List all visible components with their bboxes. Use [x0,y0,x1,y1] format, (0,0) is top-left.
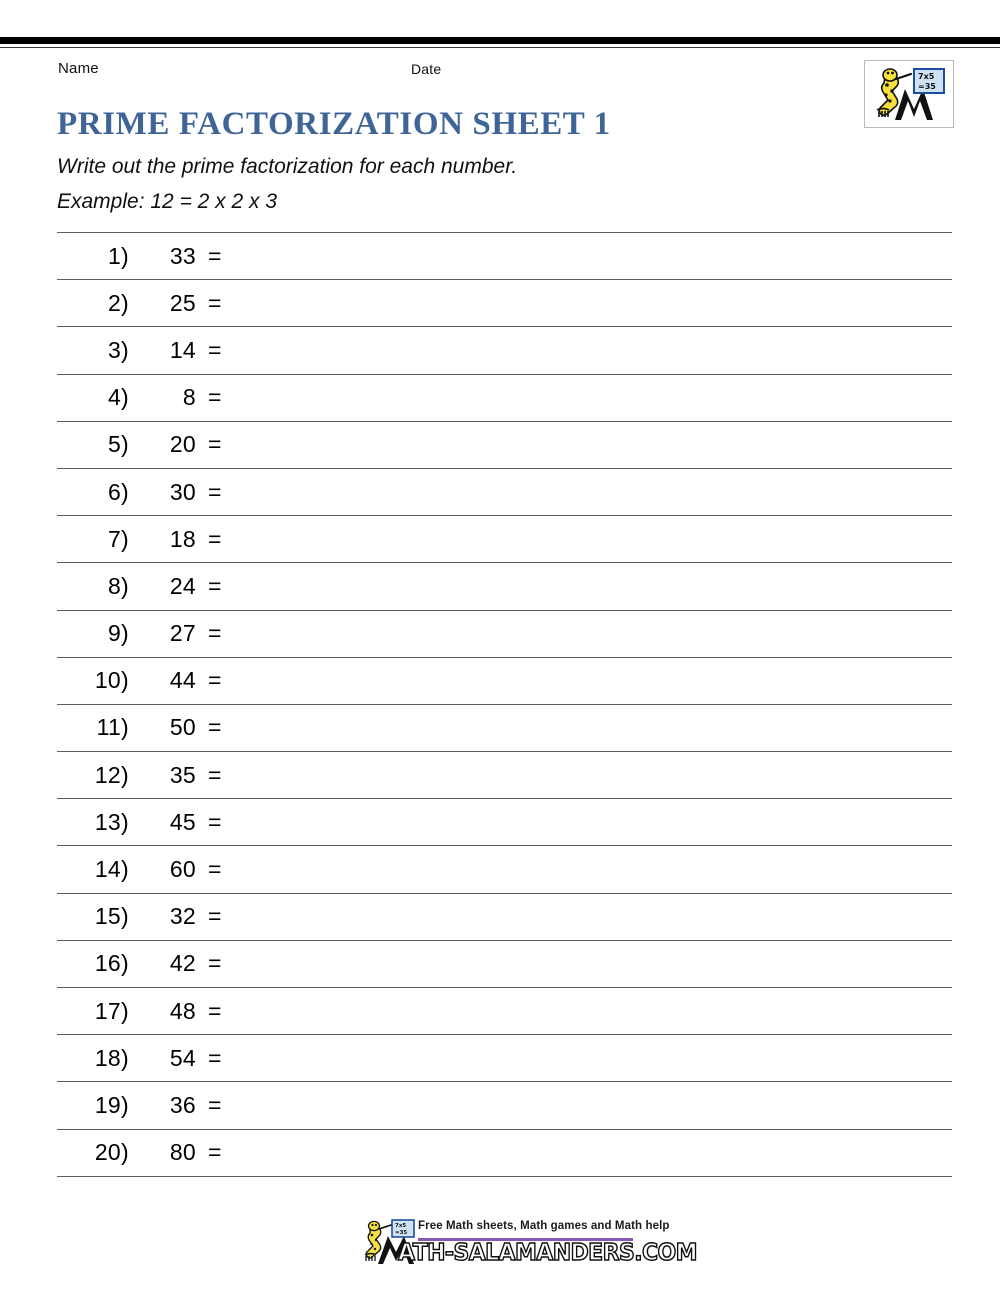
instruction-line-2: Example: 12 = 2 x 2 x 3 [57,190,278,213]
question-row [57,280,952,327]
question-index: 5) [57,421,134,468]
equals-sign: = [204,1082,248,1129]
question-row [57,516,952,563]
question-index: 6) [57,468,134,515]
question-index: 10) [57,657,134,704]
answer-blank[interactable] [248,799,952,846]
question-index: 1) [57,233,134,280]
answer-blank[interactable] [248,1129,952,1176]
question-row [57,704,952,751]
page-title: PRIME FACTORIZATION SHEET 1 [57,106,611,142]
question-index: 19) [57,1082,134,1129]
question-number: 48 [134,988,204,1035]
equals-sign: = [204,374,248,421]
question-number: 44 [134,657,204,704]
svg-text:7x5: 7x5 [918,72,935,81]
equals-sign: = [204,1035,248,1082]
question-row [57,752,952,799]
salamander-teacher-icon [865,61,953,127]
answer-blank[interactable] [248,516,952,563]
footer-url: ATH-SALAMANDERS.COM [398,1240,697,1267]
question-index: 15) [57,893,134,940]
question-number: 45 [134,799,204,846]
equals-sign: = [204,516,248,563]
answer-blank[interactable] [248,327,952,374]
question-index: 14) [57,846,134,893]
question-row [57,988,952,1035]
question-index: 7) [57,516,134,563]
question-number: 14 [134,327,204,374]
top-divider-thin [0,47,1000,48]
answer-blank[interactable] [248,988,952,1035]
answer-blank[interactable] [248,846,952,893]
answer-blank[interactable] [248,468,952,515]
question-number: 24 [134,563,204,610]
equals-sign: = [204,468,248,515]
question-row [57,563,952,610]
answer-blank[interactable] [248,1035,952,1082]
question-index: 3) [57,327,134,374]
question-number: 32 [134,893,204,940]
question-index: 16) [57,940,134,987]
equals-sign: = [204,421,248,468]
answer-blank[interactable] [248,374,952,421]
top-divider-thick [0,37,1000,44]
question-number: 30 [134,468,204,515]
equals-sign: = [204,704,248,751]
page-footer [0,1216,1000,1278]
question-row [57,893,952,940]
question-index: 12) [57,752,134,799]
question-number: 33 [134,233,204,280]
date-label: Date [411,61,442,77]
question-row [57,1035,952,1082]
math-salamanders-logo [864,60,954,128]
question-row [57,940,952,987]
equals-sign: = [204,657,248,704]
question-row [57,799,952,846]
question-row [57,327,952,374]
question-number: 80 [134,1129,204,1176]
name-label: Name [58,60,99,77]
equals-sign: = [204,280,248,327]
footer-tagline: Free Math sheets, Math games and Math help [418,1220,670,1232]
question-number: 54 [134,1035,204,1082]
question-index: 11) [57,704,134,751]
question-row [57,1082,952,1129]
equals-sign: = [204,1129,248,1176]
answer-blank[interactable] [248,421,952,468]
questions-table [57,232,952,1177]
answer-blank[interactable] [248,280,952,327]
question-number: 8 [134,374,204,421]
question-row [57,1129,952,1176]
equals-sign: = [204,327,248,374]
svg-text:7x5: 7x5 [395,1223,407,1229]
question-row [57,233,952,280]
question-number: 18 [134,516,204,563]
svg-text:=35: =35 [395,1230,408,1236]
answer-blank[interactable] [248,233,952,280]
question-number: 42 [134,940,204,987]
question-index: 20) [57,1129,134,1176]
equals-sign: = [204,988,248,1035]
question-index: 8) [57,563,134,610]
answer-blank[interactable] [248,657,952,704]
question-number: 35 [134,752,204,799]
answer-blank[interactable] [248,940,952,987]
question-row [57,421,952,468]
equals-sign: = [204,233,248,280]
answer-blank[interactable] [248,752,952,799]
equals-sign: = [204,893,248,940]
question-index: 4) [57,374,134,421]
equals-sign: = [204,799,248,846]
question-row [57,374,952,421]
instruction-line-1: Write out the prime factorization for each number. [57,155,518,178]
equals-sign: = [204,940,248,987]
equals-sign: = [204,563,248,610]
question-number: 50 [134,704,204,751]
question-index: 18) [57,1035,134,1082]
question-number: 27 [134,610,204,657]
answer-blank[interactable] [248,1082,952,1129]
svg-text:=35: =35 [918,82,936,91]
answer-blank[interactable] [248,563,952,610]
question-index: 2) [57,280,134,327]
equals-sign: = [204,752,248,799]
answer-blank[interactable] [248,704,952,751]
question-number: 36 [134,1082,204,1129]
question-row [57,610,952,657]
question-number: 20 [134,421,204,468]
question-row [57,657,952,704]
question-number: 25 [134,280,204,327]
question-index: 9) [57,610,134,657]
question-row [57,468,952,515]
question-row [57,846,952,893]
answer-blank[interactable] [248,893,952,940]
answer-blank[interactable] [248,610,952,657]
question-number: 60 [134,846,204,893]
question-index: 17) [57,988,134,1035]
equals-sign: = [204,846,248,893]
equals-sign: = [204,610,248,657]
question-index: 13) [57,799,134,846]
